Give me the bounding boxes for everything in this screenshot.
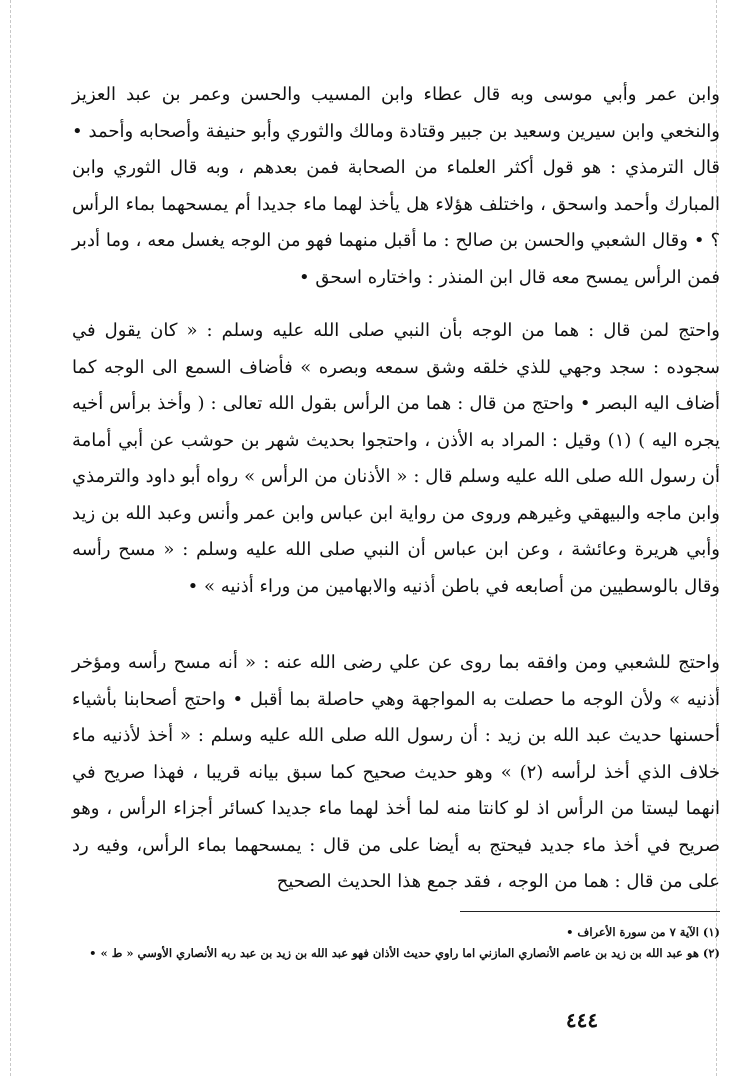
paragraph-2: واحتج لمن قال : هما من الوجه بأن النبي صلى الله عليه وسلم : « كان يقول في سجوده : سجد وجهي للذي خلقه وشق سمعه وبصره » فأضاف السمع الى الوجه كما أضاف اليه البصر • واحتج من قال : هما من الرأس بقول الله تعالى : ( وأخذ برأس أخيه يجره اليه ) (١) وقيل : المراد به الأذن ، واحتجوا بحديث شهر بن حوشب عن أبي أمامة أن رسول الله صلى الله عليه وسلم قال : « الأذنان من الرأس » رواه أبو داود والترمذي وابن ماجه والبيهقي وغيرهم وروى من رواية ابن عباس وابن عمر وأنس وعبد الله بن زيد وأبي هريرة وعائشة ، وعن ابن عباس أن النبي صلى الله عليه وسلم : « مسح رأسه وقال بالوسطيين من أصابعه في باطن أذنيه والابهامين من وراء أذنيه » • [72, 320, 720, 597]
page-number: ٤٤٤ [565, 1008, 599, 1032]
paragraph-1: وابن عمر وأبي موسى وبه قال عطاء وابن المسيب والحسن وعمر بن عبد العزيز والنخعي وابن سيرين وسعيد بن جبير وقتادة ومالك والثوري وأبو حنيفة وأصحابه وأحمد • قال الترمذي : هو قول أكثر العلماء من الصحابة فمن بعدهم ، وبه قال الثوري وابن المبارك وأحمد واسحق ، واختلف هؤلاء هل يأخذ لهما ماء جديدا أم يمسحهما بماء الرأس ؟ • وقال الشعبي والحسن بن صالح : ما أقبل منهما فهو من الوجه يغسل معه ، وما أدبر فمن الرأس يمسح معه قال ابن المنذر : واختاره اسحق • [72, 84, 720, 288]
body-text [72, 313, 720, 605]
footnotes [72, 922, 720, 964]
footnote-divider [460, 911, 720, 912]
footnote-1: (١) الآية ٧ من سورة الأعراف • [566, 925, 720, 939]
page-edge-line [10, 0, 11, 1076]
body-text [72, 77, 720, 296]
footnote-2: (٢) هو عبد الله بن زيد بن عاصم الأنصاري المازني اما راوي حديث الأذان فهو عبد الله بن زيد بن عبد ربه الأنصاري الأوسي « ط » • [89, 946, 720, 960]
body-text [72, 645, 720, 901]
paragraph-3: واحتج للشعبي ومن وافقه بما روى عن علي رضى الله عنه : « أنه مسح رأسه ومؤخر أذنيه » ولأن الوجه ما حصلت به المواجهة وهي حاصلة بما أقبل • واحتج أصحابنا بأشياء أحسنها حديث عبد الله بن زيد : أن رسول الله صلى الله عليه وسلم : « أخذ لأذنيه ماء خلاف الذي أخذ لرأسه (٢) » وهو حديث صحيح كما سبق بيانه قريبا ، فهذا صريح في انهما ليستا من الرأس اذ لو كانتا منه لما أخذ لهما ماء جديدا كسائر أجزاء الرأس ، وهو صريح في أخذ ماء جديد فيحتج به أيضا على من قال : يمسحهما بماء الرأس، وفيه رد على من قال : هما من الوجه ، فقد جمع هذا الحديث الصحيح [72, 652, 720, 892]
